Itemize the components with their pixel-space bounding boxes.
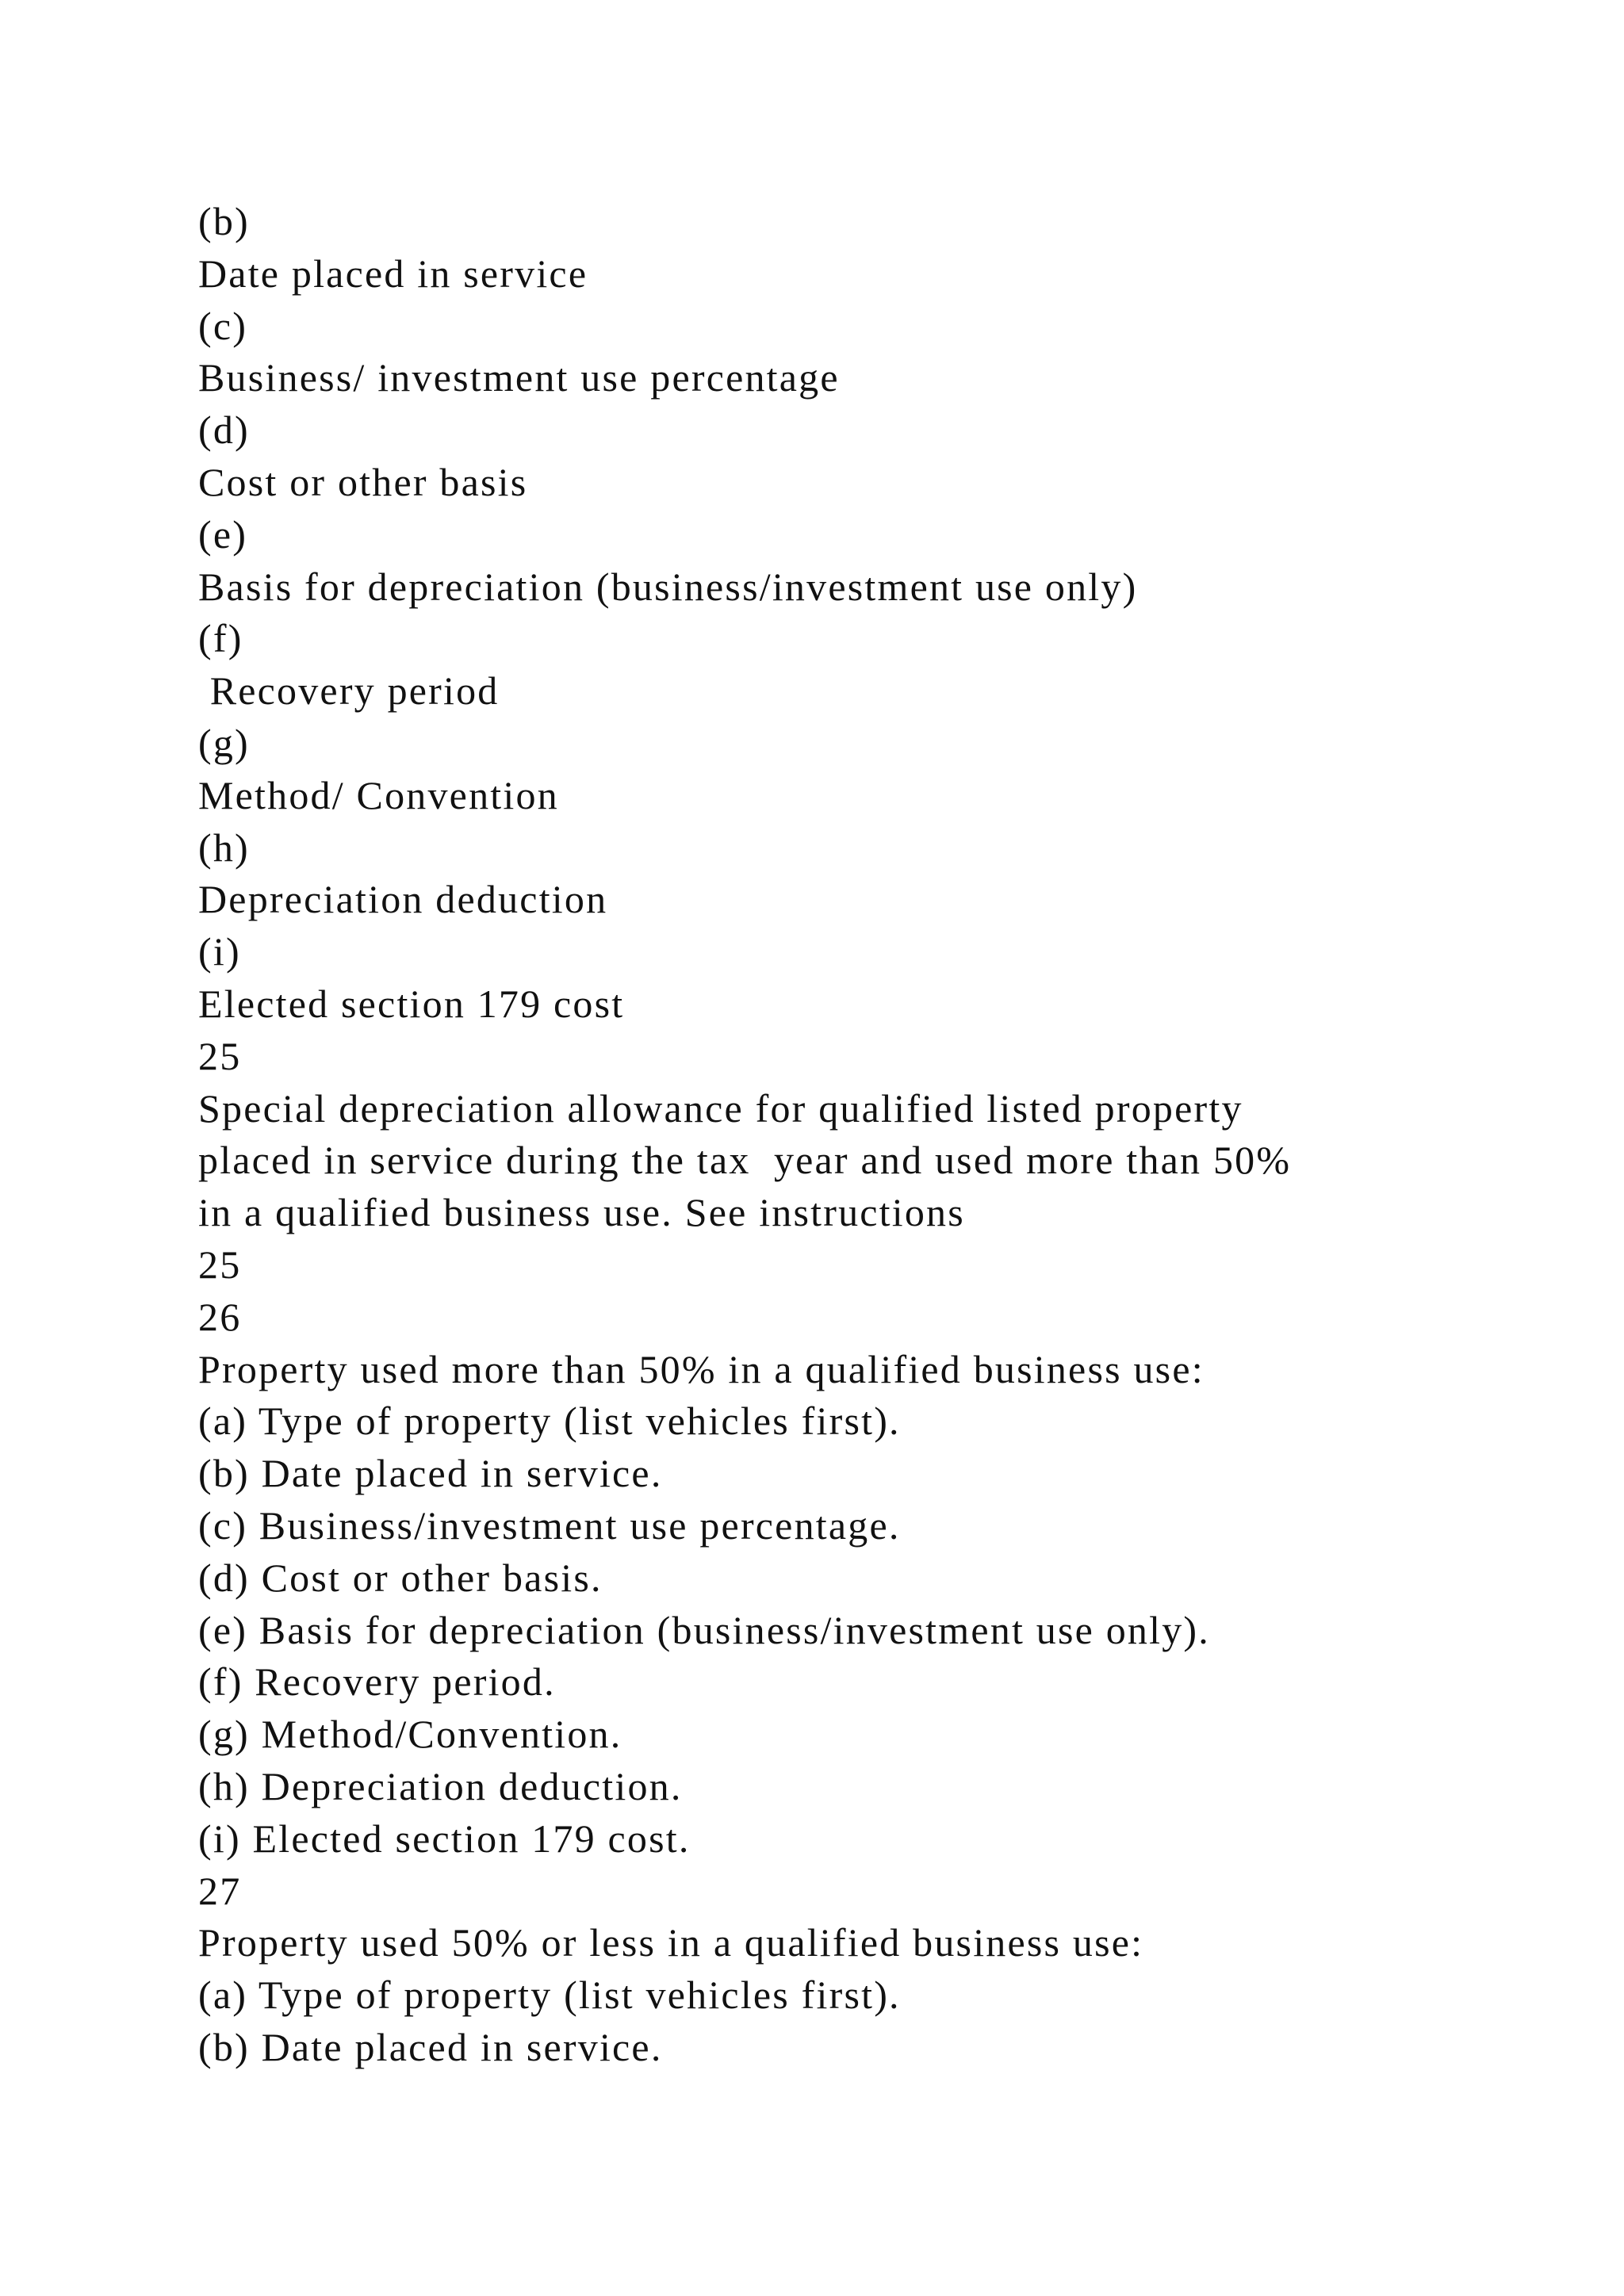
text-line: Basis for depreciation (business/investment use only) bbox=[198, 564, 1138, 609]
line-number: 25 bbox=[198, 1242, 242, 1287]
line-number: 25 bbox=[198, 1033, 242, 1078]
text-line: placed in service during the tax year and used more than 50% bbox=[198, 1138, 1292, 1183]
text-line: Property used more than 50% in a qualified business use: bbox=[198, 1346, 1205, 1391]
line-number: 27 bbox=[198, 1868, 242, 1913]
text-line: (c) Business/investment use percentage. bbox=[198, 1502, 901, 1548]
text-line: (g) bbox=[198, 720, 250, 765]
text-line: (b) Date placed in service. bbox=[198, 2024, 663, 2069]
text-line: Date placed in service bbox=[198, 251, 588, 296]
document-text bbox=[198, 196, 1546, 2074]
text-line: Property used 50% or less in a qualified business use: bbox=[198, 1920, 1144, 1965]
line-number: 26 bbox=[198, 1294, 242, 1339]
text-line: (e) Basis for depreciation (business/investment use only). bbox=[198, 1607, 1210, 1652]
text-line: (d) Cost or other basis. bbox=[198, 1555, 603, 1600]
text-line: (h) Depreciation deduction. bbox=[198, 1763, 683, 1808]
text-line: (a) Type of property (list vehicles first). bbox=[198, 1973, 901, 2018]
text-line: Elected section 179 cost bbox=[198, 981, 625, 1026]
text-line: (c) bbox=[198, 303, 248, 348]
text-line: (d) bbox=[198, 408, 250, 453]
text-line: Special depreciation allowance for qualified listed property bbox=[198, 1085, 1243, 1131]
text-line: Depreciation deduction bbox=[198, 877, 608, 922]
text-line: (a) Type of property (list vehicles first). bbox=[198, 1399, 901, 1444]
text-line: Recovery period bbox=[198, 668, 500, 714]
text-line: (e) bbox=[198, 511, 248, 557]
text-line: (h) bbox=[198, 825, 250, 870]
text-line: (i) bbox=[198, 929, 241, 974]
text-line: (i) Elected section 179 cost. bbox=[198, 1816, 691, 1861]
text-line: Cost or other basis bbox=[198, 459, 528, 504]
text-line: Method/ Convention bbox=[198, 772, 559, 817]
text-line: (f) Recovery period. bbox=[198, 1659, 556, 1705]
text-line: in a qualified business use. See instructions bbox=[198, 1190, 965, 1235]
text-line: (g) Method/Convention. bbox=[198, 1712, 622, 1757]
text-line: (b) bbox=[198, 199, 250, 243]
text-line: (f) bbox=[198, 616, 243, 661]
text-line: Business/ investment use percentage bbox=[198, 355, 840, 400]
text-line: (b) Date placed in service. bbox=[198, 1451, 663, 1496]
